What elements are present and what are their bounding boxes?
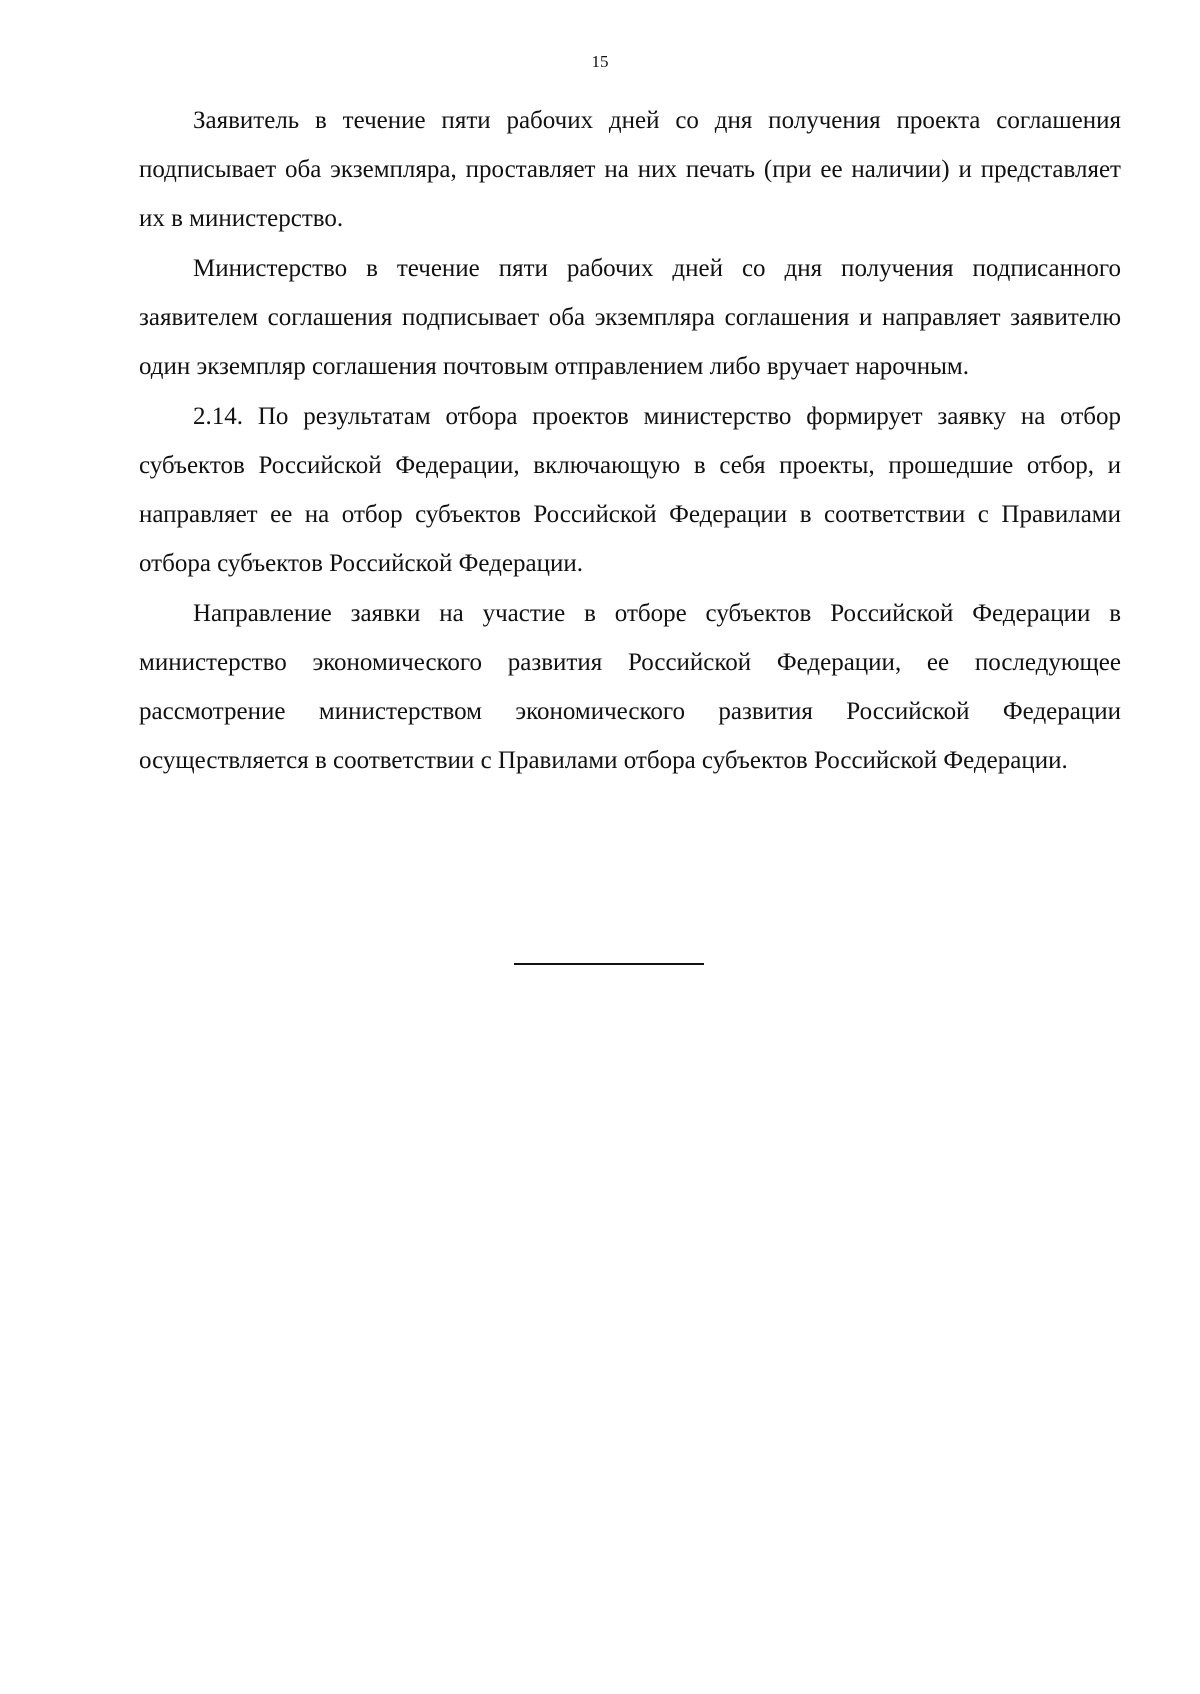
paragraph-application-submission: Направление заявки на участие в отборе субъектов Российской Федерации в министерство экономического развития Российской Федерации, ее последующее рассмотрение министерством экономического развития Российской Федерации осуществляется в соответствии с Правилами отбора субъектов Российской Федерации.: [139, 600, 1121, 774]
paragraph-section-2-14: 2.14. По результатам отбора проектов министерство формирует заявку на отбор субъектов Российской Федерации, включающую в себя проекты, прошедшие отбор, и направляет ее на отбор субъектов Российской Федерации в соответствии с Правилами отбора субъектов Российской Федерации.: [139, 403, 1121, 577]
closing-rule-divider: [514, 963, 704, 965]
page-number: 15: [591, 52, 609, 71]
paragraph-applicant-signing: Заявитель в течение пяти рабочих дней со дня получения проекта соглашения подписывает оба экземпляра, проставляет на них печать (при ее наличии) и представляет их в министерство.: [139, 107, 1121, 232]
document-body: [139, 96, 1121, 786]
paragraph-ministry-signing: Министерство в течение пяти рабочих дней со дня получения подписанного заявителем соглашения подписывает оба экземпляра соглашения и направляет заявителю один экземпляр соглашения почтовым отправлением либо вручает нарочным.: [139, 255, 1121, 380]
